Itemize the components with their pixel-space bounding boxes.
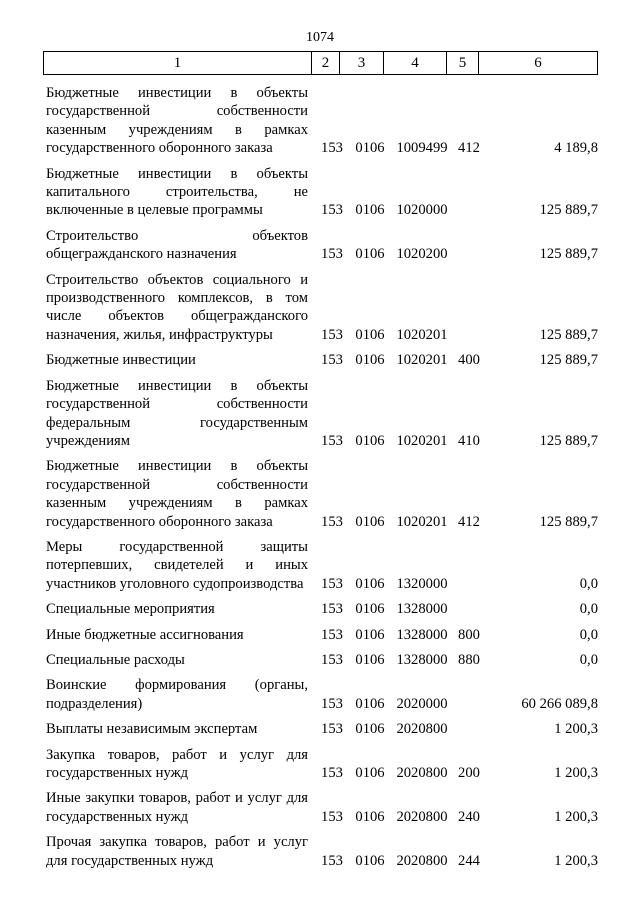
row-target-code: 1320000 (396, 575, 448, 592)
row-name: Иные бюджетные ассигнования (46, 626, 244, 643)
table-row (46, 746, 598, 783)
row-target-code: 2020800 (396, 721, 448, 738)
table-row (46, 351, 598, 369)
row-amount: 125 889,7 (539, 326, 598, 343)
row-name: Прочая закупка товаров, работ и услуг для государственных нужд (46, 834, 308, 869)
row-section-code: 0106 (355, 626, 385, 643)
header-col-1: 1 (44, 52, 312, 74)
row-ved-code: 153 (321, 140, 343, 157)
row-name: Бюджетные инвестиции в объекты государственной собственности федеральным государственным учреждениям (46, 377, 308, 449)
row-target-code: 1328000 (396, 626, 448, 643)
row-section-code: 0106 (355, 695, 385, 712)
row-expense-type: 400 (458, 352, 480, 369)
row-name: Бюджетные инвестиции в объекты государственной собственности казенным учреждениям в рамках государственного оборонного заказа (46, 85, 308, 157)
row-target-code: 1020201 (396, 513, 448, 530)
row-target-code: 2020800 (396, 808, 448, 825)
page-number: 1074 (306, 30, 334, 45)
row-target-code: 1328000 (396, 601, 448, 618)
row-amount: 0,0 (579, 651, 598, 668)
row-section-code: 0106 (355, 513, 385, 530)
row-ved-code: 153 (321, 852, 343, 869)
row-target-code: 1020201 (396, 432, 448, 449)
row-amount: 4 189,8 (554, 140, 598, 157)
header-col-6: 6 (534, 54, 542, 71)
row-target-code: 1020201 (396, 352, 448, 369)
row-target-code: 1020000 (396, 202, 448, 219)
table-row (46, 600, 598, 618)
row-name: Строительство объектов социального и производственного комплексов, в том числе объектов общегражданского назначения, жилья, инфраструктуры (46, 271, 308, 343)
row-name: Меры государственной защиты потерпевших, свидетелей и иных участников уголовного судопроизводства (46, 538, 308, 592)
row-expense-type: 200 (458, 765, 480, 781)
row-ved-code: 153 (321, 765, 343, 781)
row-section-code: 0106 (355, 202, 385, 219)
row-ved-code: 153 (321, 575, 343, 592)
row-amount: 0,0 (579, 601, 598, 618)
row-target-code: 2020000 (396, 695, 448, 712)
row-target-code: 1020201 (396, 326, 448, 343)
row-name: Бюджетные инвестиции в объекты государственной собственности казенным учреждениям в рамках государственного оборонного заказа (46, 458, 308, 530)
row-amount: 1 200,3 (554, 721, 598, 738)
table-row (46, 227, 598, 264)
row-amount: 0,0 (579, 575, 598, 592)
row-ved-code: 153 (321, 626, 343, 643)
row-ved-code: 153 (321, 352, 343, 369)
row-expense-type: 412 (458, 513, 480, 530)
row-section-code: 0106 (355, 808, 385, 825)
table-row (46, 377, 598, 451)
table-row (46, 626, 598, 644)
row-target-code: 1009499 (396, 140, 448, 157)
row-section-code: 0106 (355, 651, 385, 668)
row-section-code: 0106 (355, 765, 385, 781)
row-name: Закупка товаров, работ и услуг для государственных нужд (46, 746, 308, 781)
header-col-2: 2 (312, 52, 340, 74)
row-ved-code: 153 (321, 326, 343, 343)
row-section-code: 0106 (355, 721, 385, 738)
table-row (46, 720, 598, 738)
row-amount: 125 889,7 (539, 513, 598, 530)
row-expense-type: 240 (458, 808, 480, 825)
row-amount: 1 200,3 (554, 852, 598, 869)
row-expense-type: 244 (458, 852, 480, 869)
row-ved-code: 153 (321, 513, 343, 530)
row-ved-code: 153 (321, 808, 343, 825)
table-row (46, 457, 598, 531)
table-header (43, 51, 598, 75)
row-amount: 1 200,3 (554, 765, 598, 781)
row-expense-type: 412 (458, 140, 480, 157)
table-row (46, 84, 598, 158)
row-ved-code: 153 (321, 202, 343, 219)
row-ved-code: 153 (321, 721, 343, 738)
row-ved-code: 153 (321, 246, 343, 263)
row-target-code: 2020800 (396, 765, 448, 781)
table-row (46, 538, 598, 593)
row-section-code: 0106 (355, 575, 385, 592)
table-row (46, 789, 598, 826)
row-amount: 1 200,3 (554, 808, 598, 825)
table-row (46, 271, 598, 345)
row-section-code: 0106 (355, 140, 385, 157)
row-name: Специальные мероприятия (46, 601, 215, 618)
header-col-3: 3 (340, 52, 384, 74)
table-row (46, 165, 598, 220)
row-target-code: 1020200 (396, 246, 448, 263)
row-amount: 60 266 089,8 (521, 695, 598, 712)
row-target-code: 2020800 (396, 852, 448, 869)
row-section-code: 0106 (355, 601, 385, 618)
row-amount: 125 889,7 (539, 432, 598, 449)
row-target-code: 1328000 (396, 651, 448, 668)
row-expense-type: 880 (458, 651, 480, 668)
row-ved-code: 153 (321, 695, 343, 712)
row-section-code: 0106 (355, 432, 385, 449)
row-section-code: 0106 (355, 352, 385, 369)
row-ved-code: 153 (321, 601, 343, 618)
table-row (46, 833, 598, 870)
row-section-code: 0106 (355, 246, 385, 263)
row-name: Выплаты независимым экспертам (46, 721, 258, 738)
row-amount: 125 889,7 (539, 246, 598, 263)
row-ved-code: 153 (321, 651, 343, 668)
row-amount: 0,0 (579, 626, 598, 643)
row-ved-code: 153 (321, 432, 343, 449)
row-name: Строительство объектов общегражданского назначения (46, 227, 308, 263)
row-name: Воинские формирования (органы, подразделения) (46, 677, 308, 712)
row-amount: 125 889,7 (539, 352, 598, 369)
table-row (46, 676, 598, 713)
header-col-4: 4 (384, 52, 447, 74)
row-name: Специальные расходы (46, 651, 185, 668)
row-section-code: 0106 (355, 326, 385, 343)
table-row (46, 651, 598, 669)
row-name: Бюджетные инвестиции (46, 352, 196, 369)
row-expense-type: 800 (458, 626, 480, 643)
row-section-code: 0106 (355, 852, 385, 869)
row-amount: 125 889,7 (539, 202, 598, 219)
row-name: Иные закупки товаров, работ и услуг для государственных нужд (46, 790, 308, 825)
row-name: Бюджетные инвестиции в объекты капитального строительства, не включенные в целевые программы (46, 165, 308, 219)
header-col-5: 5 (447, 52, 479, 74)
row-expense-type: 410 (458, 432, 480, 449)
table-body (46, 84, 598, 877)
